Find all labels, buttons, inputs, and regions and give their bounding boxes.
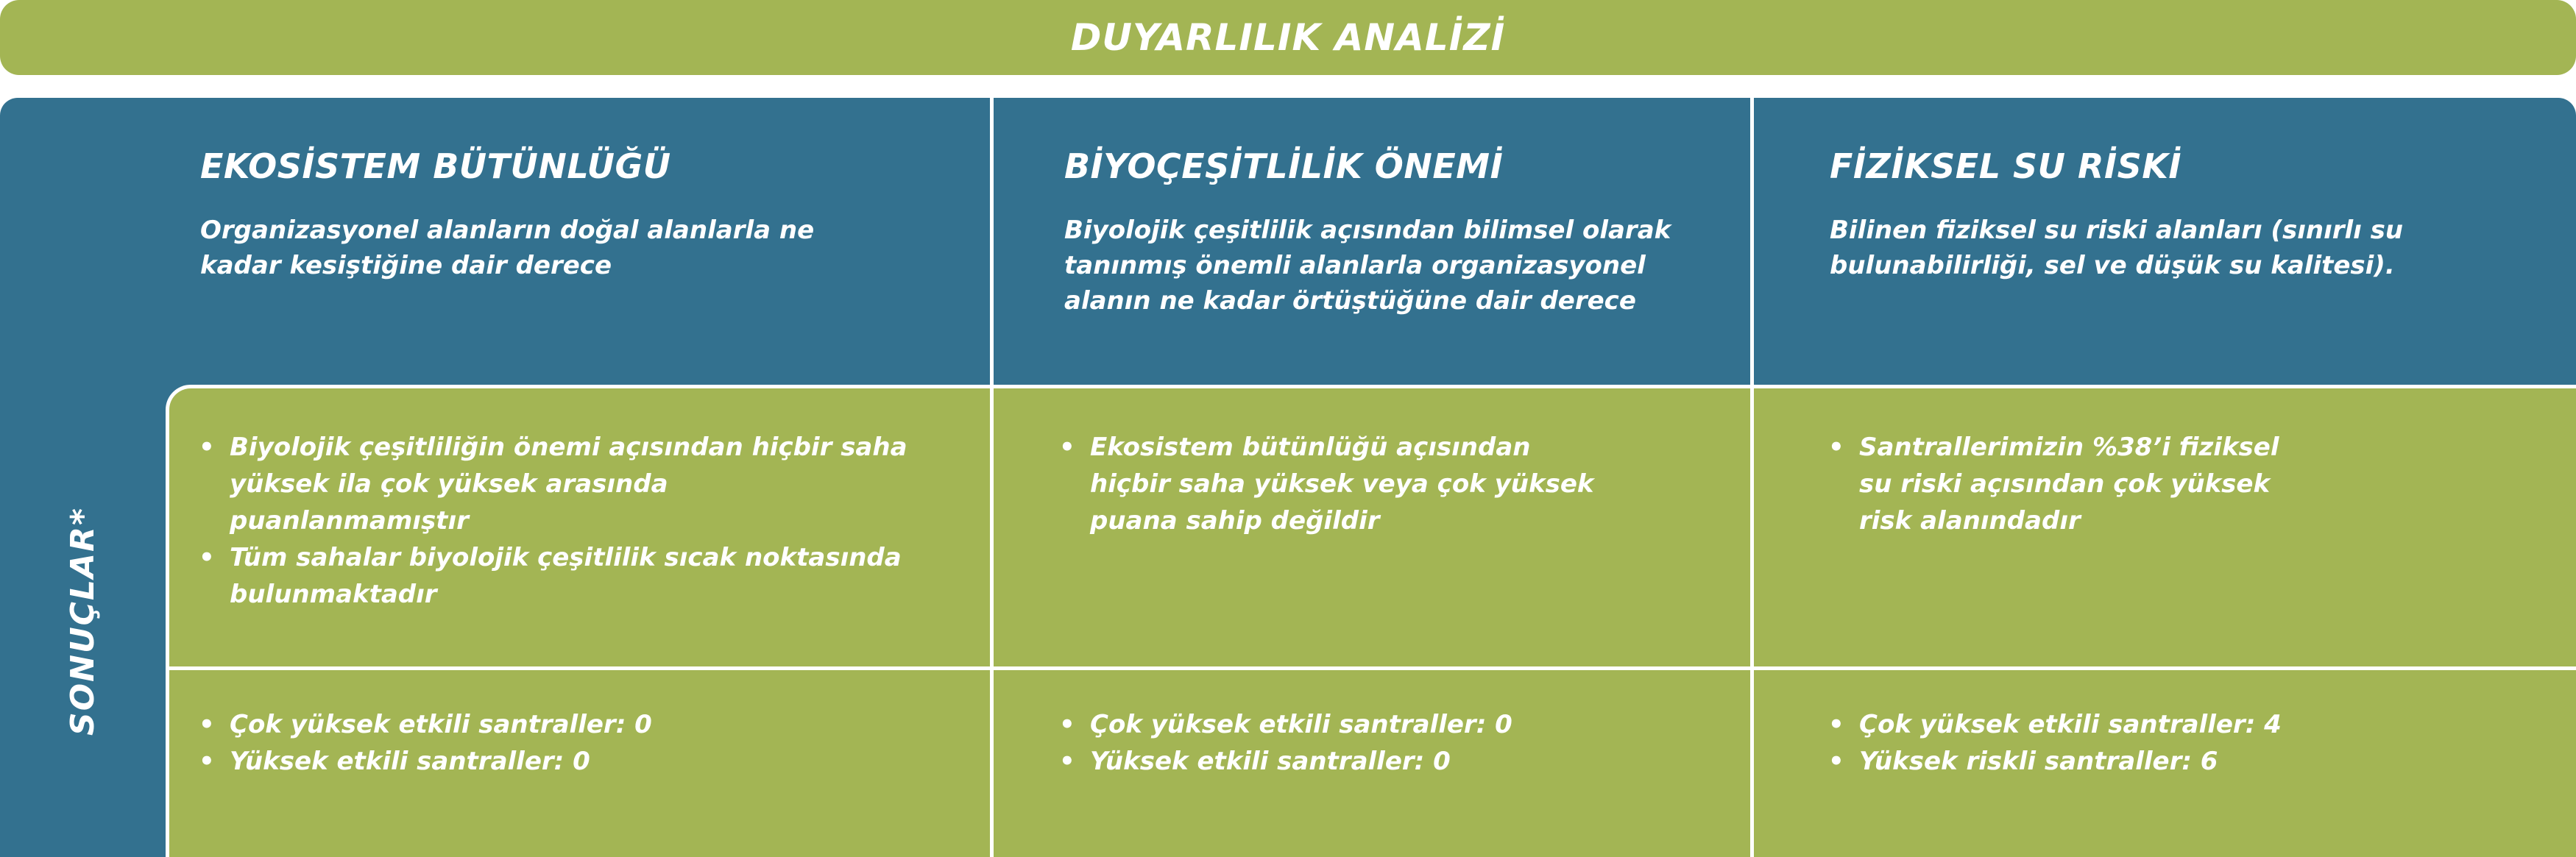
counts-cell-ecosystem: [190, 706, 985, 780]
results-cell-biodiversity: [1050, 429, 1742, 539]
column-divider: [1750, 98, 1754, 385]
side-label: [0, 385, 166, 857]
column-description: Organizasyonel alanların doğal alanlarla ne kadar kesiştiğine dair derece: [200, 216, 815, 280]
results-row-divider: [169, 666, 2576, 670]
list-item: • Çok yüksek etkili santraller: 0: [1050, 706, 1742, 743]
results-divider: [1750, 388, 1754, 857]
column-heading: FİZİKSEL SU RİSKİ: [1830, 146, 2182, 186]
results-area: [166, 385, 2576, 857]
side-label-text: SONUÇLAR*: [64, 506, 102, 736]
results-cell-ecosystem: [190, 429, 985, 613]
list-item: • Biyolojik çeşitliliğin önemi açısından hiçbir saha yüksek ila çok yüksek arasında puanlanmamıştır: [190, 429, 985, 539]
column-heading: EKOSİSTEM BÜTÜNLÜĞÜ: [200, 146, 671, 186]
list-item: • Yüksek etkili santraller: 0: [1050, 743, 1742, 780]
list-item: • Ekosistem bütünlüğü açısından hiçbir saha yüksek veya çok yüksek puana sahip değildir: [1050, 429, 1742, 539]
column-description: Biyolojik çeşitlilik açısından bilimsel olarak tanınmış önemli alanlarla organizasyonel alanın ne kadar örtüştüğüne dair derece: [1064, 216, 1671, 316]
counts-cell-water-risk: [1819, 706, 2555, 780]
column-header-biodiversity: [1064, 98, 1800, 385]
analysis-table: [0, 98, 2576, 857]
list-item: • Çok yüksek etkili santraller: 4: [1819, 706, 2555, 743]
column-divider: [990, 98, 994, 385]
list-item: • Tüm sahalar biyolojik çeşitlilik sıcak noktasında bulunmaktadır: [190, 539, 985, 613]
column-description: Bilinen fiziksel su riski alanları (sınırlı su bulunabilirliği, sel ve düşük su kalitesi).: [1830, 216, 2404, 280]
list-item: • Santrallerimizin %38’i fiziksel su riski açısından çok yüksek risk alanındadır: [1819, 429, 2555, 539]
counts-cell-biodiversity: [1050, 706, 1742, 780]
page-title: DUYARLILIK ANALİZİ: [1070, 16, 1506, 59]
results-divider: [990, 388, 994, 857]
column-header-ecosystem: [200, 98, 988, 385]
column-header-water-risk: [1830, 98, 2551, 385]
list-item: • Yüksek riskli santraller: 6: [1819, 743, 2555, 780]
title-bar: [0, 0, 2576, 75]
results-cell-water-risk: [1819, 429, 2555, 539]
list-item: • Yüksek etkili santraller: 0: [190, 743, 985, 780]
column-heading: BİYOÇEŞİTLİLİK ÖNEMİ: [1064, 146, 1504, 186]
list-item: • Çok yüksek etkili santraller: 0: [190, 706, 985, 743]
